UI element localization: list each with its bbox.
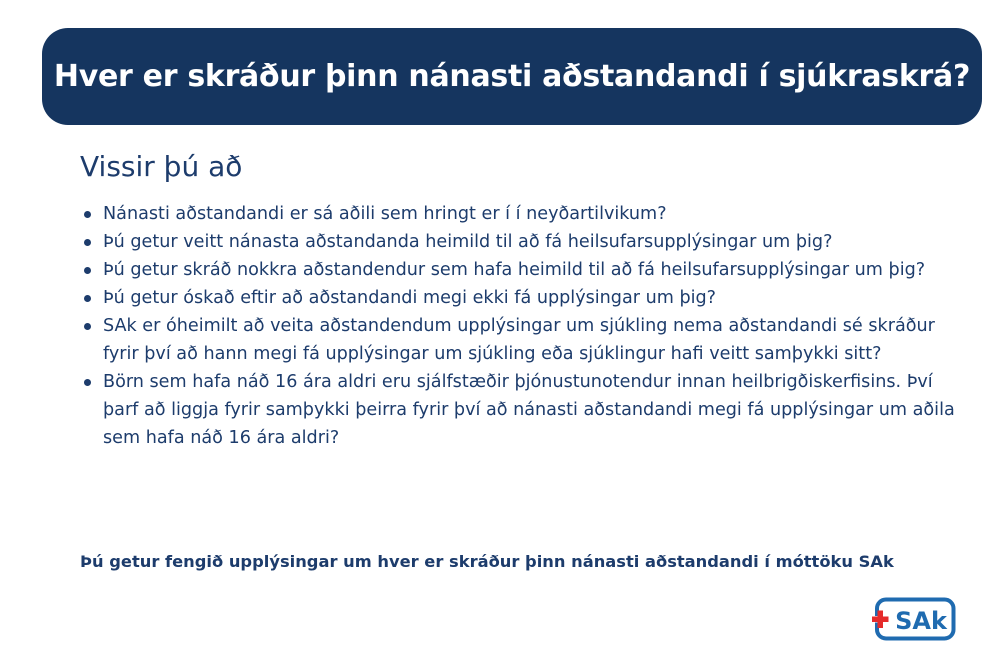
list-item-text: Þú getur óskað eftir að aðstandandi megi ekki fá upplýsingar um þig? [103, 288, 717, 308]
list-item-text: Börn sem hafa náð 16 ára aldri eru sjálfstæðir þjónustunotendur innan heilbrigðiskerfisins. Því þarf að liggja fyrir samþykki þeirra fyrir því að nánasti aðstandandi megi fá upplýsingar um aðila sem hafa náð 16 ára aldri? [103, 372, 955, 448]
list-item-text: Þú getur skráð nokkra aðstandendur sem hafa heimild til að fá heilsufarsupplýsingar um þig? [103, 260, 926, 280]
bullet-dot-icon [84, 295, 91, 302]
bullet-dot-icon [84, 211, 91, 218]
list-item-text: Þú getur veitt nánasta aðstandanda heimild til að fá heilsufarsupplýsingar um þig? [103, 232, 833, 252]
bullet-list [78, 200, 973, 452]
footer-note: Þú getur fengið upplýsingar um hver er skráður þinn nánasti aðstandandi í móttöku SAk [80, 552, 894, 571]
list-item [78, 228, 973, 256]
bullet-dot-icon [84, 239, 91, 246]
banner-title: Hver er skráður þinn nánasti aðstandandi í sjúkraskrá? [53, 59, 971, 94]
bullet-dot-icon [84, 379, 91, 386]
subtitle: Vissir þú að [80, 150, 243, 183]
list-item [78, 368, 973, 452]
list-item-text: Nánasti aðstandandi er sá aðili sem hringt er í í neyðartilvikum? [103, 204, 667, 224]
list-item [78, 284, 973, 312]
title-banner [42, 28, 982, 125]
logo-text: SAk [895, 607, 947, 635]
sak-logo [872, 597, 956, 641]
list-item [78, 256, 973, 284]
list-item [78, 200, 973, 228]
bullet-dot-icon [84, 323, 91, 330]
list-item [78, 312, 973, 368]
list-item-text: SAk er óheimilt að veita aðstandendum upplýsingar um sjúkling nema aðstandandi sé skráður fyrir því að hann megi fá upplýsingar um sjúkling eða sjúklingur hafi veitt samþykki sitt? [103, 316, 935, 364]
bullet-dot-icon [84, 267, 91, 274]
